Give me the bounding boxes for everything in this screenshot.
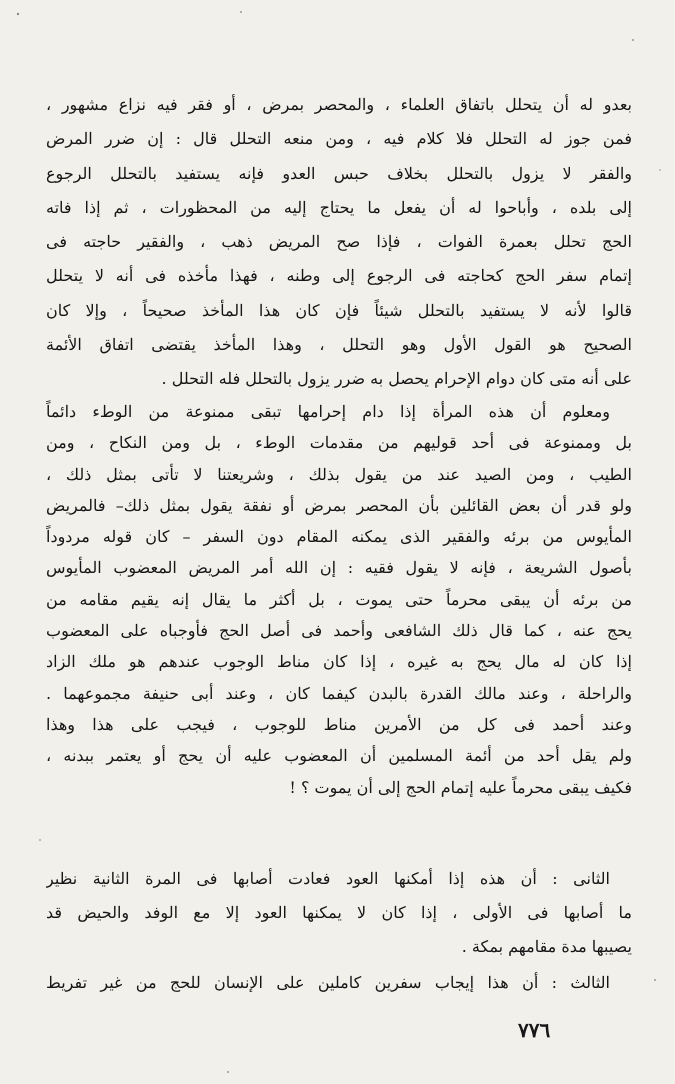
text-line: وعند أحمد فى كل من الأمرين مناط للوجوب ، فيجب على هذا وهذا <box>46 714 632 734</box>
text-line: فكيف يبقى محرماً عليه إتمام الحج إلى أن يموت ؟ ! <box>289 777 632 797</box>
text-line: فمن جوز له التحلل فلا كلام فيه ، ومن منعه التحلل قال : إن ضرر المرض <box>46 129 632 149</box>
text-line: إذا كان له مال يحج به غيره ، إذا كان مناط الوجوب عندهم هو ملك الزاد <box>46 652 632 672</box>
text-line: الثانى : أن هذه إذا أمكنها العود فعادت أصابها فى المرة الثانية نظير <box>46 869 610 888</box>
text-line: قالوا لأنه لا يستفيد بالتحلل شيئاً فإن كان هذا المأخذ صحيحاً ، وإلا كان <box>46 300 632 320</box>
paragraph-3 <box>46 862 632 964</box>
text-line: من برئه أن يبقى محرماً حتى يموت ، بل أكثر ما يقال إنه يقيم مقامه من <box>46 589 632 609</box>
text-line: الطيب ، ومن الصيد عند من يقول بذلك ، وشريعتنا لا تأتى بمثل ذلك ، <box>46 464 632 484</box>
page-number: ٧٧٦ <box>518 1018 551 1042</box>
text-line: بل وممنوعة فى أحد قوليهم من مقدمات الوطء ، بل ومن النكاح ، ومن <box>46 433 632 453</box>
text-line: ومعلوم أن هذه المرأة إذا دام إحرامها تبقى ممنوعة من الوطء دائماً <box>46 402 610 421</box>
paragraph-1 <box>46 88 632 397</box>
text-line: يصيبها مدة مقامهم بمكة . <box>461 937 632 956</box>
text-line: بعدو له أن يتحلل باتفاق العلماء ، والمحصر بمرض ، أو فقر فيه نزاع مشهور ، <box>46 95 632 114</box>
text-line: إلى بلده ، وأباحوا له أن يفعل ما يحتاج إليه من المحظورات ، ثم إذا فاته <box>46 197 632 217</box>
text-line: والفقر لا يزول بالتحلل بخلاف حبس العدو فإنه يستفيد بالتحلل الرجوع <box>46 163 632 183</box>
text-line: إتمام سفر الحج كحاجته فى الرجوع إلى وطنه ، فهذا مأخذه فى أنه لا يتحلل <box>46 266 632 286</box>
text-line: على أنه متى كان دوام الإحرام يحصل به ضرر يزول بالتحلل فله التحلل . <box>161 369 632 389</box>
paragraph-2 <box>46 396 632 803</box>
text-line: الحج تحلل بعمرة الفوات ، فإذا صح المريض ذهب ، والفقير حاجته فى <box>46 232 632 252</box>
text-line: المأيوس من برئه والفقير الذى يمكنه المقام دون السفر – كان قوله مردوداً <box>46 527 632 547</box>
text-line: الصحيح هو القول الأول وهو التحلل ، وهذا المأخذ يقتضى اتفاق الأئمة <box>46 335 632 355</box>
paragraph-4 <box>46 966 632 1000</box>
text-line: ولم يقل أحد من أئمة المسلمين أن المعضوب عليه أن يحج أو يعتمر ببدنه ، <box>46 746 632 766</box>
text-line: والراحلة ، وعند مالك القدرة بالبدن كيفما كان ، وعند أبى حنيفة مجموعهما . <box>46 683 632 703</box>
text-line: ولو قدر أن بعض القائلين بأن المحصر بمرض أو نفقة يقول بمثل ذلك– فالمريض <box>46 495 632 515</box>
text-line: بأصول الشريعة ، فإنه لا يقول فقيه : إن الله أمر المريض المعضوب المأيوس <box>46 558 632 578</box>
text-line: يحج عنه ، كما قال ذلك الشافعى وأحمد فى أصل الحج فأوجباه على المعضوب <box>46 621 632 641</box>
text-line: ما أصابها فى الأولى ، إذا كان لا يمكنها العود إلا مع الوفد والحيض قد <box>46 903 632 922</box>
text-line: الثالث : أن هذا إيجاب سفرين كاملين على الإنسان للحج من غير تفريط <box>46 973 610 992</box>
